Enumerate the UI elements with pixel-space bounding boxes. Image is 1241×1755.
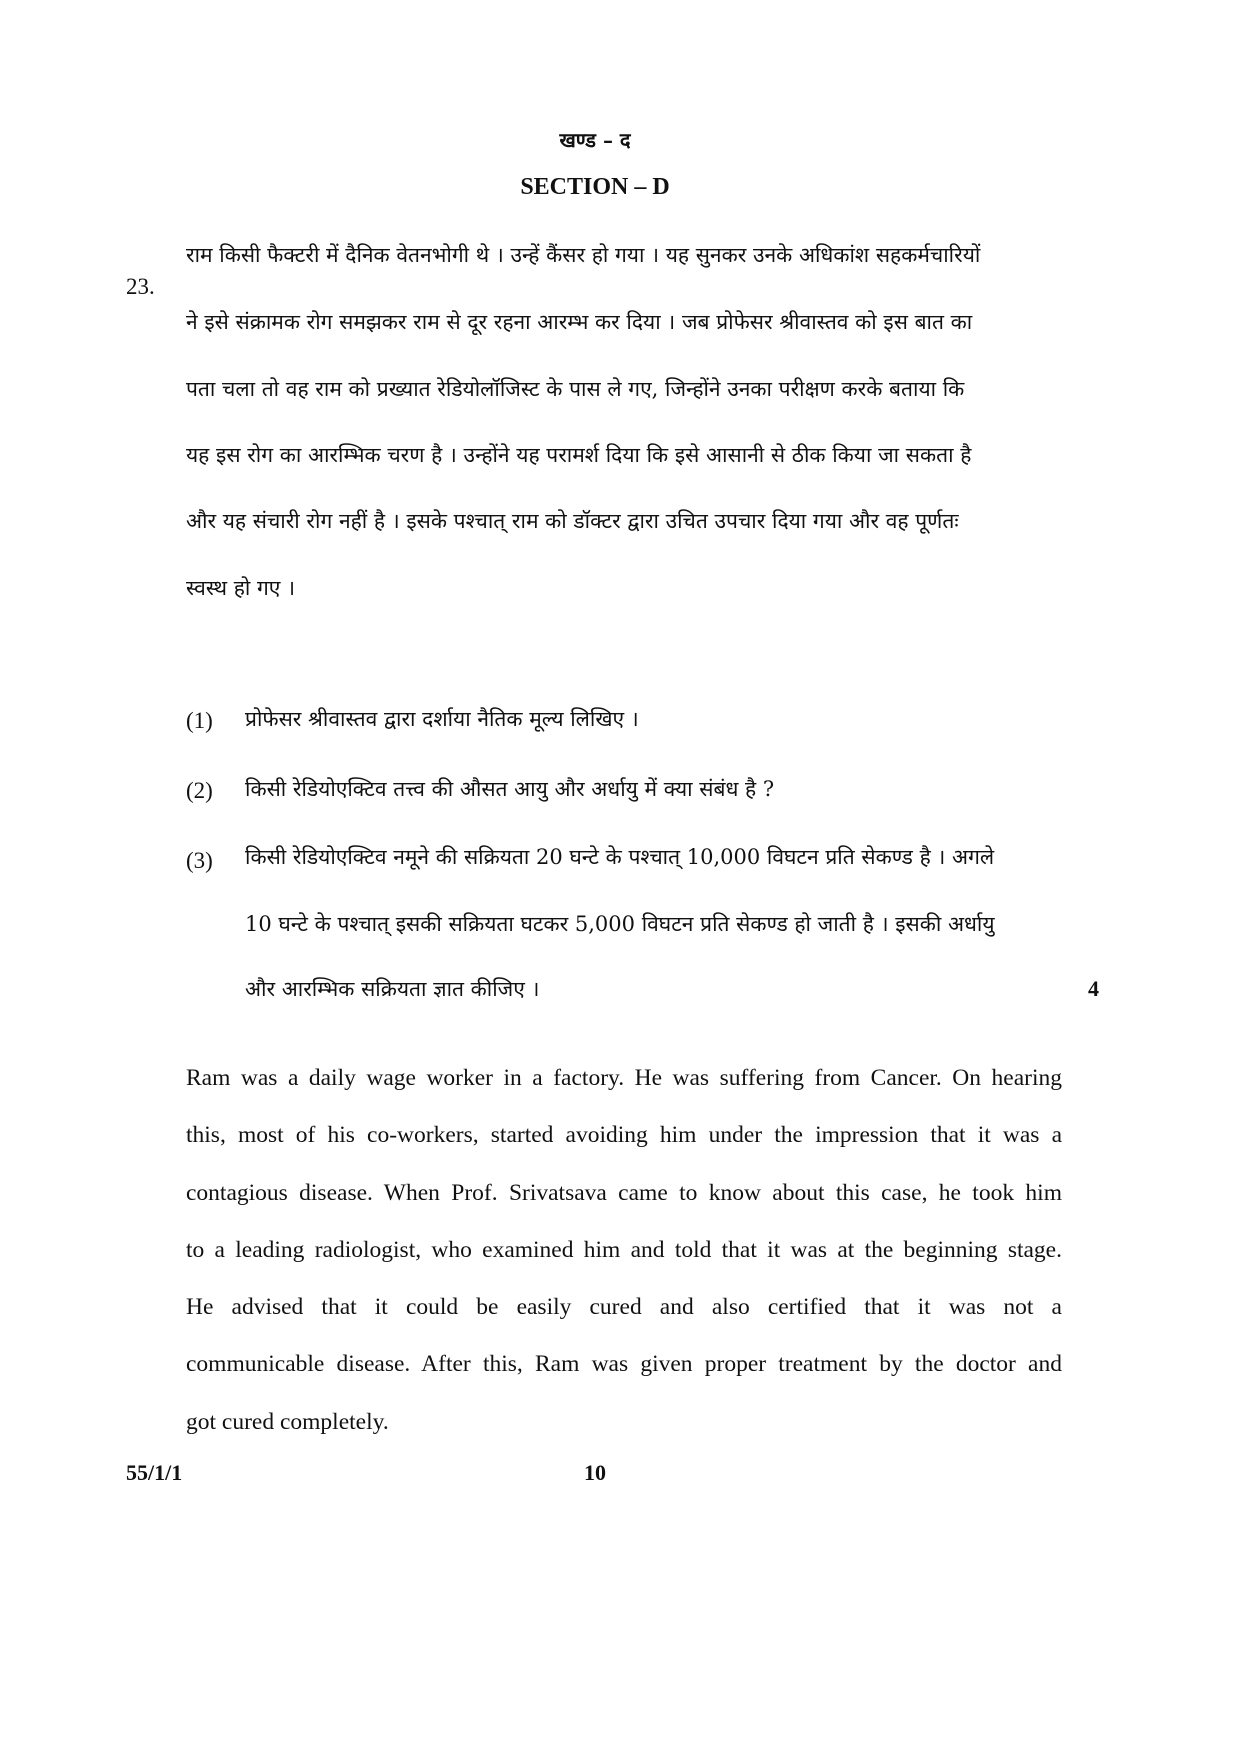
english-paragraph-line: this, most of his co-workers, started avoiding him under the impression that it was a (186, 1122, 1062, 1148)
subpart-text: प्रोफेसर श्रीवास्तव द्वारा दर्शाया नैतिक मूल्य लिखिए । (245, 707, 639, 731)
english-paragraph-line: communicable disease. After this, Ram was given proper treatment by the doctor and (186, 1351, 1062, 1377)
subpart-label: (1) (186, 708, 213, 733)
hindi-paragraph-line: राम किसी फैक्टरी में दैनिक वेतनभोगी थे । उन्हें कैंसर हो गया । यह सुनकर उनके अधिकांश सहकर्मचारियों (186, 243, 981, 267)
english-paragraph-line: Ram was a daily wage worker in a factory. He was suffering from Cancer. On hearing (186, 1065, 1062, 1091)
page-number: 10 (584, 1460, 606, 1485)
hindi-paragraph-line: यह इस रोग का आरम्भिक चरण है । उन्होंने यह परामर्श दिया कि इसे आसानी से ठीक किया जा सकता है (186, 443, 972, 467)
paper-code: 55/1/1 (126, 1460, 183, 1485)
hindi-paragraph-line: और यह संचारी रोग नहीं है । इसके पश्चात् राम को डॉक्टर द्वारा उचित उपचार दिया गया और वह पूर्णतः (186, 509, 959, 533)
hindi-paragraph-line: ने इसे संक्रामक रोग समझकर राम से दूर रहना आरम्भ कर दिया । जब प्रोफेसर श्रीवास्तव को इस बात का (186, 310, 973, 334)
subpart-text: और आरम्भिक सक्रियता ज्ञात कीजिए । (245, 977, 540, 1001)
marks: 4 (1088, 976, 1099, 1001)
question-number: 23. (126, 274, 155, 299)
hindi-paragraph-line: पता चला तो वह राम को प्रख्यात रेडियोलॉजिस्ट के पास ले गए, जिन्होंने उनका परीक्षण करके बताया कि (186, 377, 965, 401)
english-paragraph-line: contagious disease. When Prof. Srivatsava came to know about this case, he took him (186, 1180, 1062, 1206)
english-paragraph-line: to a leading radiologist, who examined him and told that it was at the beginning stage. (186, 1237, 1062, 1263)
subpart-text: 10 घन्टे के पश्चात् इसकी सक्रियता घटकर 5,000 विघटन प्रति सेकण्ड हो जाती है । इसकी अर्धायु (245, 912, 995, 936)
english-paragraph-line: He advised that it could be easily cured and also certified that it was not a (186, 1294, 1062, 1320)
section-heading-hindi: खण्ड – द (559, 128, 631, 152)
section-heading: SECTION – D (520, 174, 670, 200)
hindi-paragraph-line: स्वस्थ हो गए । (186, 576, 296, 600)
subpart-text: किसी रेडियोएक्टिव नमूने की सक्रियता 20 घन्टे के पश्चात् 10,000 विघटन प्रति सेकण्ड है । अगले (245, 845, 995, 869)
subpart-text: किसी रेडियोएक्टिव तत्त्व की औसत आयु और अर्धायु में क्या संबंध है ? (245, 777, 775, 801)
subpart-label: (3) (186, 848, 213, 873)
subpart-label: (2) (186, 778, 213, 803)
english-paragraph-line: got cured completely. (186, 1409, 389, 1435)
